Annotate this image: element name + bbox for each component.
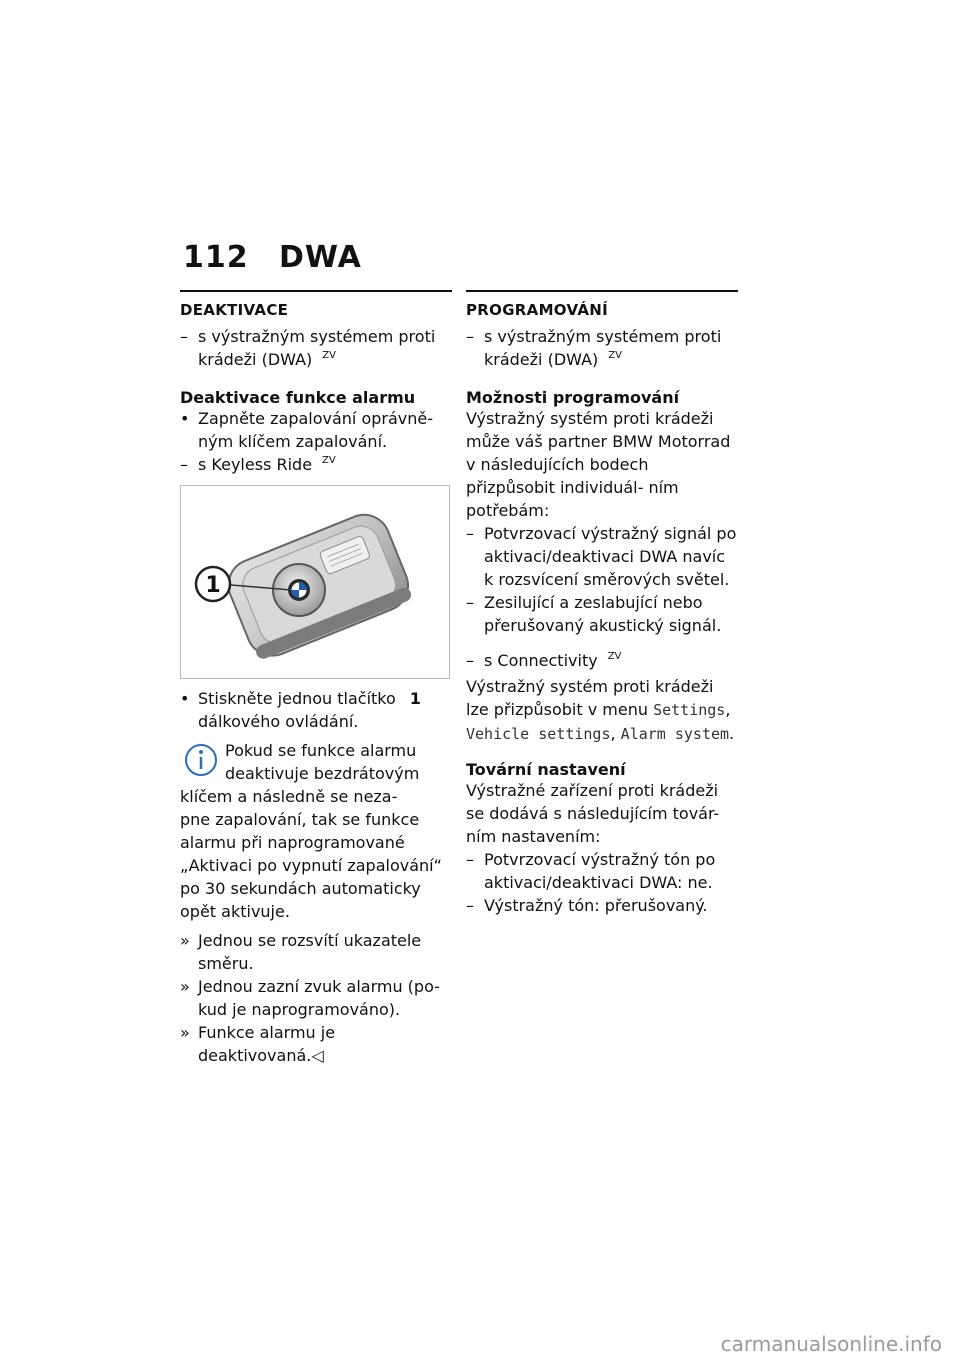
subheading-programming-options: Možnosti programování: [466, 388, 680, 407]
figure-callout-label: 1: [205, 573, 221, 598]
note-line: deaktivuje bezdrátovým: [225, 764, 420, 783]
list-item: – Potvrzovací výstražný tón po aktivaci/deaktivaci DWA: ne.: [466, 850, 716, 892]
result-item: » Jednou se rozsvítí ukazatele směru.: [180, 931, 422, 973]
requirement-item: – s výstražným systémem proti krádeži (DWA) $^{ZV}$: [180, 327, 436, 369]
paragraph: Výstražný systém proti krádeži může váš partner BMW Motorrad v následujících bodech přizpůsobit individuál- ním potřebám:: [466, 409, 731, 520]
menu-path-settings: Settings: [653, 701, 726, 719]
left-column: [180, 290, 452, 1067]
info-icon: [182, 743, 220, 783]
page-header: [183, 240, 362, 275]
note-line: Pokud se funkce alarmu: [225, 741, 417, 760]
requirement-item: – s Keyless Ride $^{ZV}$: [180, 455, 336, 474]
option-badge: ZV: [607, 651, 622, 662]
result-item: » Funkce alarmu je deaktivovaná.◁: [180, 1023, 336, 1065]
list-item: – Zesilující a zeslabující nebo přerušovaný akustický signál.: [466, 593, 722, 635]
info-note: [180, 739, 452, 923]
list-item: – Výstražný tón: přerušovaný.: [466, 896, 708, 915]
requirement-item: – s Connectivity $^{ZV}$: [466, 651, 622, 670]
subheading-deactivate-alarm: Deaktivace funkce alarmu: [180, 388, 416, 407]
subheading-factory-settings: Tovární nastavení: [466, 760, 626, 779]
paragraph: Výstražný systém proti krádeži lze přizpůsobit v menu Settings, Vehicle settings, Alarm system.: [466, 677, 735, 743]
paragraph: Výstražné zařízení proti krádeži se dodává s následujícím továr- ním nastavením:: [466, 781, 720, 846]
note-line: „Aktivaci po vypnutí zapalování“: [180, 856, 442, 875]
right-column: [466, 290, 738, 917]
menu-path-vehicle-settings: Vehicle settings: [466, 725, 611, 743]
option-badge: ZV: [608, 350, 622, 361]
page-number: 112: [183, 240, 249, 275]
step-item: • Zapněte zapalování oprávně- ným klíčem zapalování.: [180, 409, 434, 451]
chapter-title: DWA: [279, 240, 362, 275]
note-line: alarmu při naprogramované: [180, 833, 405, 852]
note-line: opět aktivuje.: [180, 902, 290, 921]
option-badge: ZV: [322, 350, 336, 361]
note-line: po 30 sekundách automaticky: [180, 879, 421, 898]
result-item: » Jednou zazní zvuk alarmu (po- kud je naprogramováno).: [180, 977, 440, 1019]
key-fob-image: [180, 485, 450, 679]
menu-path-alarm-system: Alarm system: [620, 725, 730, 743]
step-item: • Stiskněte jednou tlačítko 1 dálkového ovládání.: [180, 689, 421, 731]
note-line: klíčem a následně se neza-: [180, 787, 398, 806]
requirement-item: – s výstražným systémem proti krádeži (DWA) $^{ZV}$: [466, 327, 722, 369]
list-item: – Potvrzovací výstražný signál po aktivaci/deaktivaci DWA navíc k rozsvícení směrových světel.: [466, 524, 737, 589]
option-badge: ZV: [322, 455, 336, 466]
watermark: carmanualsonline.info: [720, 1332, 942, 1356]
section-rule: [466, 290, 738, 292]
section-title-programming: PROGRAMOVÁNÍ: [466, 301, 608, 319]
callout-reference: 1: [409, 689, 421, 708]
section-rule: [180, 290, 452, 292]
note-line: pne zapalování, tak se funkce: [180, 810, 420, 829]
section-title-deactivation: DEAKTIVACE: [180, 301, 289, 319]
end-mark: ◁: [311, 1046, 324, 1065]
